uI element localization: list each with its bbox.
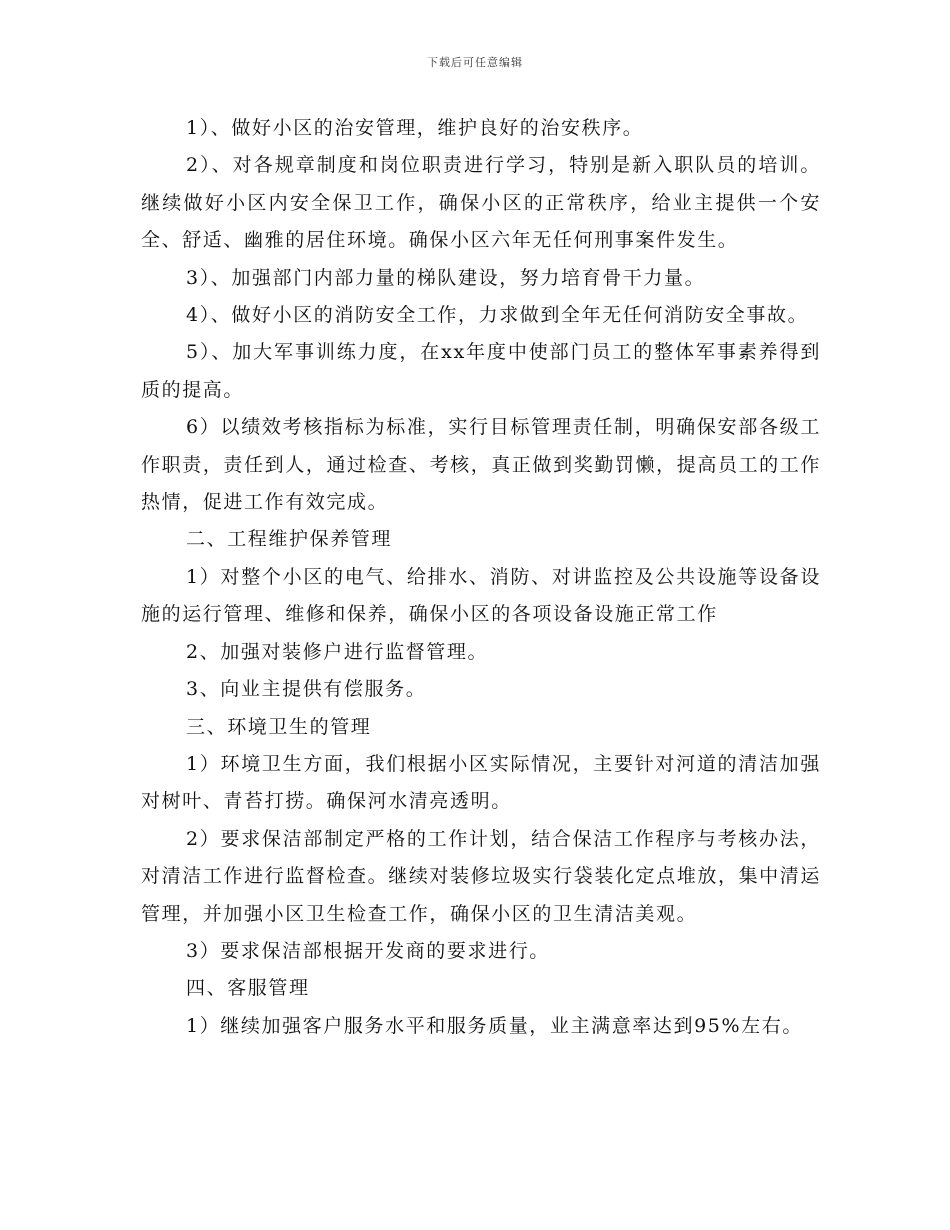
paragraph-security-4: 4）、做好小区的消防安全工作，力求做到全年无任何消防安全事故。 <box>186 304 809 327</box>
document-body <box>141 110 821 1045</box>
page-header: 下载后可任意编辑 <box>427 56 523 69</box>
paragraph-engineering-2: 2、加强对装修户进行监督管理。 <box>186 640 489 663</box>
paragraph-engineering-1: 1）对整个小区的电气、给排水、消防、对讲监控及公共设施等设备设施的运行管理、维修和保养，确保小区的各项设备设施正常工作 <box>141 565 821 626</box>
section-heading-sanitation: 三、环境卫生的管理 <box>186 715 372 738</box>
paragraph-security-1: 1）、做好小区的治安管理，维护良好的治安秩序。 <box>186 117 644 139</box>
paragraph-security-3: 3）、加强部门内部力量的梯队建设，努力培育骨干力量。 <box>186 266 706 289</box>
paragraph-security-5: 5）、加大军事训练力度，在xx年度中使部门员工的整体军事素养得到质的提高。 <box>141 341 821 401</box>
section-heading-engineering: 二、工程维护保养管理 <box>186 528 393 551</box>
paragraph-sanitation-3: 3）要求保洁部根据开发商的要求进行。 <box>186 939 550 962</box>
paragraph-security-2: 2）、对各规章制度和岗位职责进行学习，特别是新入职队员的培训。继续做好小区内安全保卫工作，确保小区的正常秩序，给业主提供一个安全、舒适、幽雅的居住环境。确保小区六年无任何刑事案件发生。 <box>141 154 821 252</box>
paragraph-security-6: 6）以绩效考核指标为标准，实行目标管理责任制，明确保安部各级工作职责，责任到人，通过检查、考核，真正做到奖勤罚懒，提高员工的工作热情，促进工作有效完成。 <box>141 416 821 514</box>
paragraph-sanitation-2: 2）要求保洁部制定严格的工作计划，结合保洁工作程序与考核办法，对清洁工作进行监督检查。继续对装修垃圾实行袋装化定点堆放，集中清运管理，并加强小区卫生检查工作，确保小区的卫生清洁美观。 <box>141 827 821 925</box>
section-heading-customer-service: 四、客服管理 <box>186 977 310 1000</box>
paragraph-sanitation-1: 1）环境卫生方面，我们根据小区实际情况，主要针对河道的清洁加强对树叶、青苔打捞。确保河水清亮透明。 <box>141 752 821 813</box>
paragraph-customer-service-1: 1）继续加强客户服务水平和服务质量，业主满意率达到95%左右。 <box>186 1014 803 1037</box>
paragraph-engineering-3: 3、向业主提供有偿服务。 <box>186 678 427 701</box>
